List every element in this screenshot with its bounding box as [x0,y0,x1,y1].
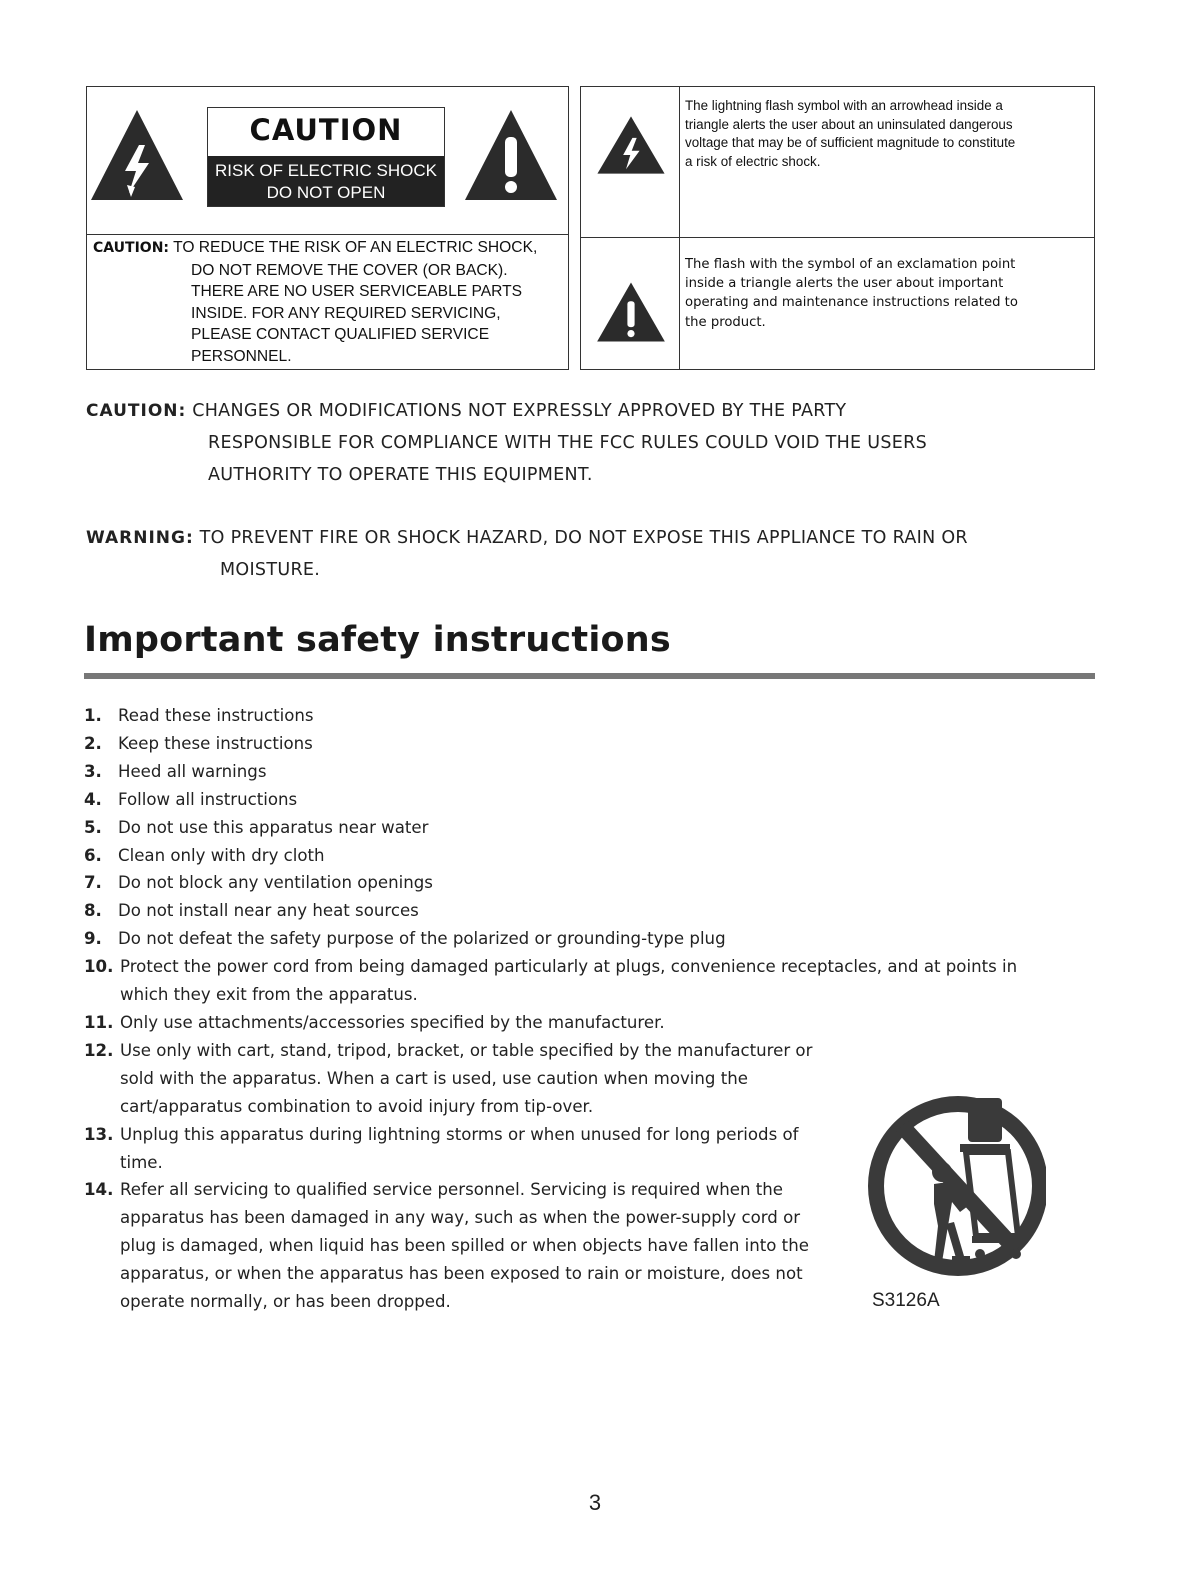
list-item-text: Use only with cart, stand, tripod, bracket, or table specified by the manufacturer or [120,1040,813,1060]
list-item-text: Heed all warnings [118,761,267,781]
list-item-text: Do not use this apparatus near water [118,817,429,837]
caution-sticker [207,107,445,207]
section-heading: Important safety instructions [84,620,671,660]
shock-warning-line: DO NOT OPEN [266,183,386,202]
list-item-text: operate normally, or has been dropped. [120,1292,451,1312]
page-number: 3 [588,1490,602,1515]
statement-text: CHANGES OR MODIFICATIONS NOT EXPRESSLY APPROVED BY THE PARTY [192,401,847,421]
caution-label-box [86,86,569,370]
illustration-code: S3126A [872,1290,940,1311]
list-item [84,786,1017,814]
list-item-text: apparatus, or when the apparatus has been exposed to rain or moisture, does not [120,1264,803,1284]
list-item-number: 3. [84,761,102,781]
list-item-text: Only use attachments/accessories specified by the manufacturer. [120,1012,665,1032]
statement-line: MOISTURE. [220,560,321,580]
list-item [84,730,1017,758]
symbol-explanation-box [580,86,1095,370]
fcc-caution-statement [86,395,927,491]
caution-box-line: INSIDE. FOR ANY REQUIRED SERVICING, [191,304,501,322]
caution-title: CAUTION [249,113,403,147]
list-item-number: 4. [84,789,102,809]
list-item-text: Read these instructions [118,706,314,725]
list-item [84,814,1017,842]
list-item-text: Protect the power cord from being damaged particularly at plugs, convenience receptacles, and at points in [120,957,1018,977]
box-divider [679,87,680,369]
exclamation-symbol-description [685,255,1085,332]
list-item-text: which they exit from the apparatus. [120,985,418,1005]
list-item-text: Unplug this apparatus during lightning storms or when unused for long periods of [120,1124,799,1144]
shock-warning-line: RISK OF ELECTRIC SHOCK [215,161,437,180]
list-item-text: Do not block any ventilation openings [118,873,433,893]
list-item [84,897,1017,925]
list-item-text: Do not install near any heat sources [118,901,419,921]
list-item-number: 1. [84,706,102,725]
list-item-number: 10. [84,957,114,977]
list-item [84,869,1017,897]
list-item-number: 14. [84,1180,114,1200]
list-item [84,702,1017,730]
list-item-text: Clean only with dry cloth [118,845,325,865]
lightning-warning-triangle-icon [595,115,667,175]
cart-tip-over-warning-icon [868,1086,1046,1296]
list-item-number: 6. [84,845,102,865]
list-item-text: Follow all instructions [118,789,298,809]
list-item-number: 11. [84,1012,114,1032]
list-item-text: time. [120,1152,163,1172]
caution-box-line: DO NOT REMOVE THE COVER (OR BACK). [191,261,508,279]
list-item-number: 5. [84,817,102,837]
lightning-symbol-description [685,97,1085,171]
description-line: the product. [685,314,766,330]
list-item-number: 9. [84,929,102,949]
description-line: inside a triangle alerts the user about important [685,276,1004,292]
list-item [84,842,1017,870]
list-item [84,758,1017,786]
shock-warning-band [208,156,444,206]
list-item-text: cart/apparatus combination to avoid injury from tip-over. [120,1096,594,1116]
description-line: triangle alerts the user about an uninsulated dangerous [685,116,1013,132]
box-divider [87,234,568,235]
statement-line: AUTHORITY TO OPERATE THIS EQUIPMENT. [208,465,593,485]
description-line: The lightning flash symbol with an arrowhead inside a [685,98,1003,113]
heading-rule [84,673,1095,679]
caution-box-line: THERE ARE NO USER SERVICEABLE PARTS [191,283,523,301]
exclamation-warning-triangle-icon [595,281,667,343]
statement-text: TO PREVENT FIRE OR SHOCK HAZARD, DO NOT EXPOSE THIS APPLIANCE TO RAIN OR [199,528,968,548]
exclamation-warning-triangle-icon [461,105,561,205]
list-item-number: 2. [84,733,102,753]
list-item-number: 12. [84,1040,114,1060]
list-item-text: sold with the apparatus. When a cart is used, use caution when moving the [120,1068,748,1088]
caution-box-line [93,237,537,260]
caution-label: CAUTION: [86,401,187,421]
list-item-text: Do not defeat the safety purpose of the polarized or grounding-type plug [118,929,726,949]
box-divider [581,237,1094,238]
description-line: a risk of electric shock. [685,153,821,169]
list-item-text: apparatus has been damaged in any way, such as when the power-supply cord or [120,1208,801,1228]
statement-line [86,395,927,427]
warning-label: WARNING: [86,528,194,548]
list-item-number: 13. [84,1124,114,1144]
description-line: voltage that may be of sufficient magnitude to constitute [685,135,1016,151]
lightning-warning-triangle-icon [87,105,187,205]
description-line: operating and maintenance instructions related to [685,295,1018,311]
statement-line [86,522,968,554]
list-item-number: 8. [84,901,102,921]
caution-box-line: PLEASE CONTACT QUALIFIED SERVICE [191,326,490,344]
list-item [84,953,1017,1009]
description-line: The flash with the symbol of an exclamation point [685,257,1016,272]
caution-box-text [93,237,537,368]
statement-line: RESPONSIBLE FOR COMPLIANCE WITH THE FCC RULES COULD VOID THE USERS [208,433,928,453]
warning-statement [86,522,968,586]
list-item-text: Keep these instructions [118,733,313,753]
list-item-text: Refer all servicing to qualified service personnel. Servicing is required when the [120,1180,783,1200]
caution-box-line: PERSONNEL. [191,347,292,365]
list-item-number: 7. [84,873,102,893]
list-item [84,925,1017,953]
caution-box-line-text: TO REDUCE THE RISK OF AN ELECTRIC SHOCK, [173,239,538,256]
caution-box-lead: CAUTION: [93,240,170,256]
list-item-text: plug is damaged, when liquid has been spilled or when objects have fallen into the [120,1236,809,1256]
list-item [84,1009,1017,1037]
